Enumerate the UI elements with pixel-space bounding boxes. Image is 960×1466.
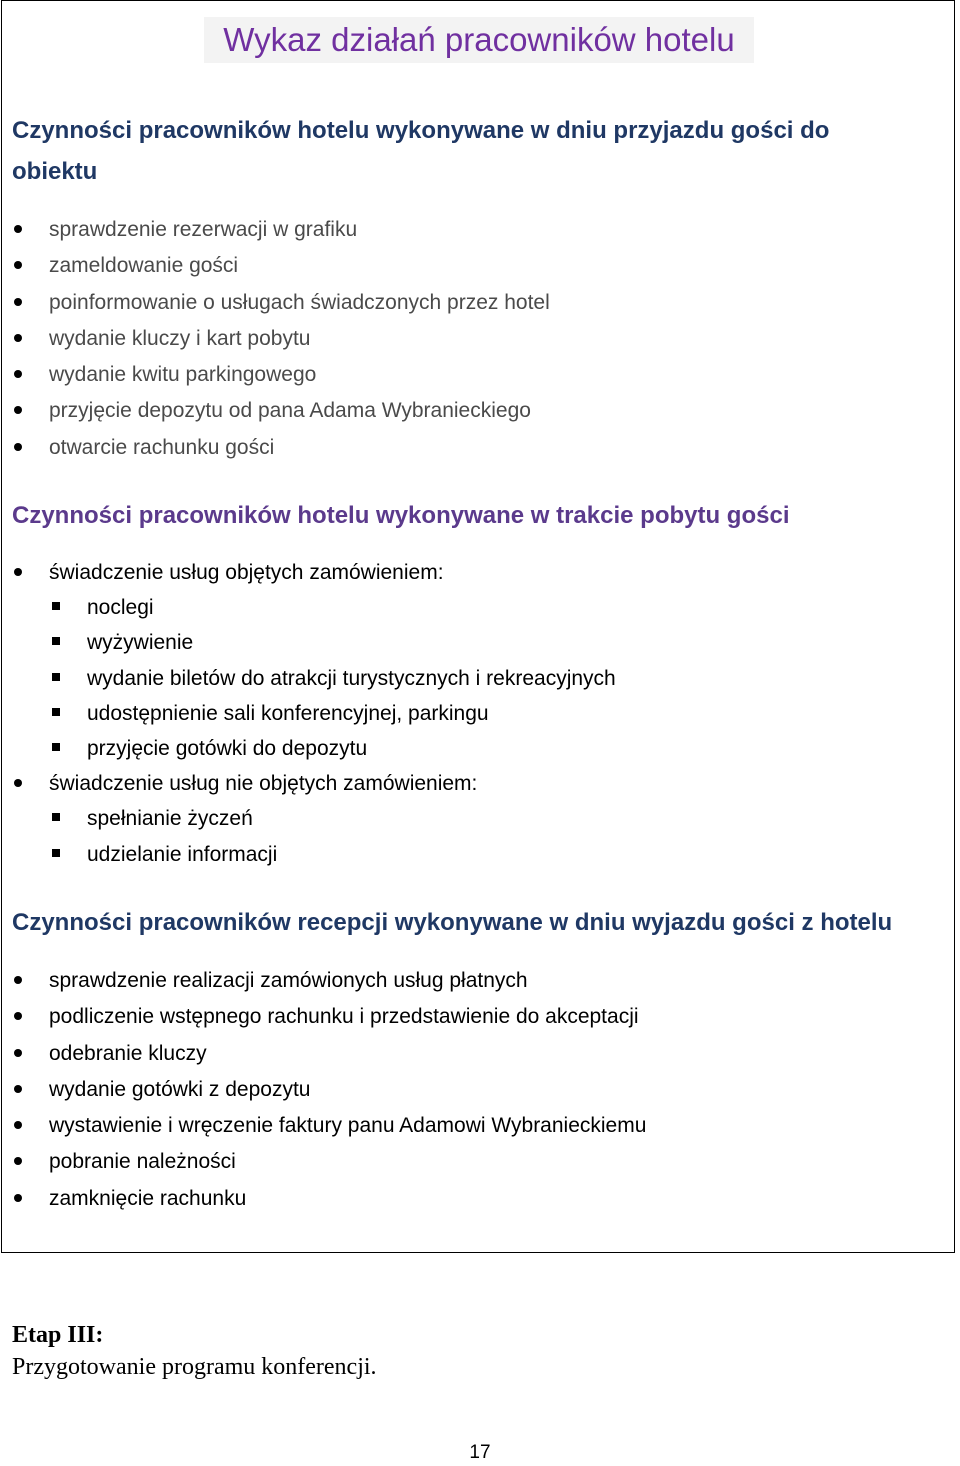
list-item-text: zameldowanie gości <box>49 254 239 278</box>
square-bullet-icon <box>52 637 60 645</box>
list-item <box>0 430 950 466</box>
sub-list-item-text: noclegi <box>87 596 154 620</box>
section2-list <box>0 555 950 872</box>
list-item <box>0 766 950 801</box>
bullet-icon <box>14 370 22 378</box>
section2-heading: Czynności pracowników hotelu wykonywane w trakcie pobytu gości <box>12 502 790 529</box>
bullet-icon <box>14 1194 22 1202</box>
list-item <box>0 1181 950 1217</box>
list-item <box>0 1108 950 1144</box>
bullet-icon <box>14 976 22 984</box>
sub-list-item <box>0 590 950 625</box>
section3-heading: Czynności pracowników recepcji wykonywane w dniu wyjazdu gości z hotelu <box>12 909 893 936</box>
square-bullet-icon <box>52 602 60 610</box>
square-bullet-icon <box>52 743 60 751</box>
bullet-icon <box>14 1085 22 1093</box>
section1-heading: Czynności pracowników hotelu wykonywane w dniu przyjazdu gości do obiektu <box>12 117 830 185</box>
list-item <box>0 285 950 321</box>
list-item-text: poinformowanie o usługach świadczonych przez hotel <box>49 290 550 314</box>
bullet-icon <box>14 1049 22 1057</box>
sub-list-item-text: udzielanie informacji <box>87 842 278 866</box>
list-item-text: sprawdzenie rezerwacji w grafiku <box>49 218 358 241</box>
list-item-text: świadczenie usług nie objętych zamówieniem: <box>49 772 478 796</box>
list-item-text: otwarcie rachunku gości <box>49 435 275 459</box>
list-item-text: zamknięcie rachunku <box>49 1186 247 1210</box>
list-item-text: wydanie kwitu parkingowego <box>49 363 317 387</box>
list-item-text: pobranie należności <box>49 1150 236 1174</box>
list-item-text: wydanie kluczy i kart pobytu <box>49 326 311 350</box>
list-item <box>0 321 950 357</box>
bullet-icon <box>14 568 22 576</box>
etap-description: Przygotowanie programu konferencji. <box>12 1354 377 1380</box>
list-item <box>0 1036 950 1072</box>
sub-list-item-text: spełnianie życzeń <box>87 807 253 831</box>
square-bullet-icon <box>52 813 60 821</box>
list-item-text: przyjęcie depozytu od pana Adama Wybranieckiego <box>49 399 531 423</box>
list-item <box>0 212 950 248</box>
sub-list-item-text: wyżywienie <box>87 631 194 655</box>
page-title: Wykaz działań pracowników hotelu <box>204 17 754 63</box>
sub-list-item-text: przyjęcie gotówki do depozytu <box>87 736 368 760</box>
sub-list-item <box>0 661 950 696</box>
list-item <box>0 963 950 999</box>
list-item <box>0 555 950 590</box>
etap-label: Etap III: <box>12 1322 104 1348</box>
sub-list-item <box>0 837 950 872</box>
section1-list <box>0 212 950 466</box>
sub-list-item <box>0 625 950 660</box>
page-number: 17 <box>469 1442 491 1463</box>
section3-list <box>0 963 950 1217</box>
list-item-text: wydanie gotówki z depozytu <box>49 1077 311 1101</box>
bullet-icon <box>14 261 22 269</box>
bullet-icon <box>14 1012 22 1020</box>
square-bullet-icon <box>52 673 60 681</box>
bullet-icon <box>14 334 22 342</box>
list-item <box>0 248 950 284</box>
list-item <box>0 393 950 429</box>
list-item <box>0 1144 950 1180</box>
list-item <box>0 357 950 393</box>
sub-list-item <box>0 696 950 731</box>
square-bullet-icon <box>52 849 60 857</box>
list-item-text: świadczenie usług objętych zamówieniem: <box>49 561 444 584</box>
square-bullet-icon <box>52 708 60 716</box>
list-item <box>0 999 950 1035</box>
bullet-icon <box>14 298 22 306</box>
list-item-text: sprawdzenie realizacji zamówionych usług płatnych <box>49 969 528 992</box>
sub-list-item <box>0 731 950 766</box>
list-item-text: odebranie kluczy <box>49 1041 207 1065</box>
bullet-icon <box>14 225 22 233</box>
bullet-icon <box>14 406 22 414</box>
bullet-icon <box>14 443 22 451</box>
list-item <box>0 1072 950 1108</box>
sub-list-item <box>0 801 950 836</box>
list-item-text: podliczenie wstępnego rachunku i przedstawienie do akceptacji <box>49 1005 639 1029</box>
bullet-icon <box>14 779 22 787</box>
sub-list-item-text: wydanie biletów do atrakcji turystycznych i rekreacyjnych <box>87 666 616 690</box>
bullet-icon <box>14 1157 22 1165</box>
sub-list-item-text: udostępnienie sali konferencyjnej, parkingu <box>87 701 489 725</box>
list-item-text: wystawienie i wręczenie faktury panu Adamowi Wybranieckiemu <box>49 1114 647 1138</box>
bullet-icon <box>14 1121 22 1129</box>
